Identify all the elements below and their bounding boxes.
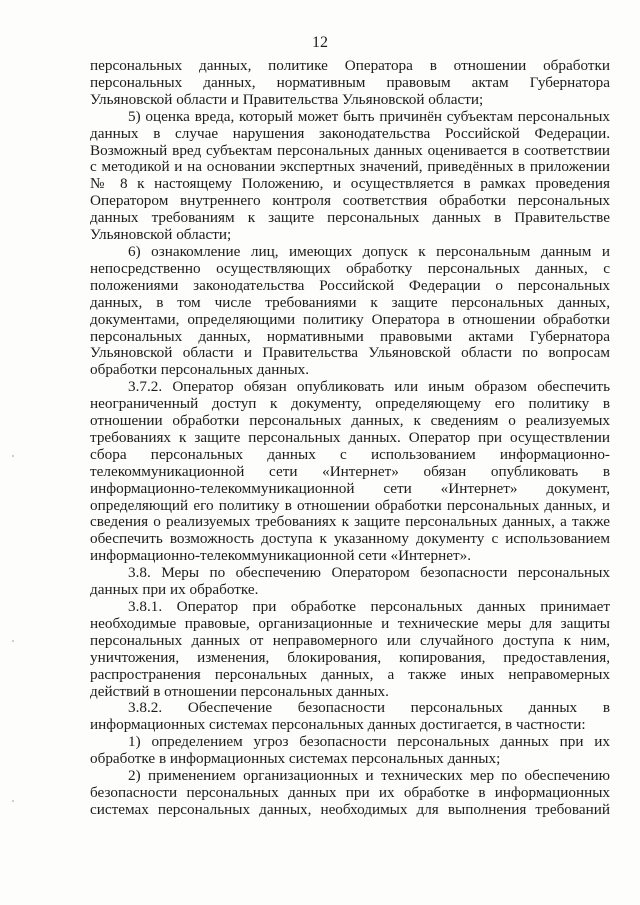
scan-speck <box>12 800 14 802</box>
paragraph-3-8: 3.8. Меры по обеспечению Оператором безопасности персональных данных при их обработке. <box>90 564 610 599</box>
paragraph-3-7-2: 3.7.2. Оператор обязан опубликовать или иным образом обеспечить неограниченный доступ к документу, определяющему его политику в отношении обработки персональных данных, к сведениям о реализуемых требованиях к защите персональных данных. Оператор при осуществлении сбора персональных данных с использованием информационно-телекоммуникационной сети «Интернет» обязан опубликовать в информационно-телекоммуникационной сети «Интернет» документ, определяющий его политику в отношении обработки персональных данных, и сведения о реализуемых требованиях к защите персональных данных, а также обеспечить возможность доступа к указанному документу с использованием информационно-телекоммуникационной сети «Интернет». <box>90 378 610 565</box>
paragraph-continuation: персональных данных, политике Оператора в отношении обработки персональных данных, нормативным правовым актам Губернатора Ульяновской области и Правительства Ульяновской области; <box>90 57 610 108</box>
paragraph-item-5: 5) оценка вреда, который может быть причинён субъектам персональных данных в случае нарушения законодательства Российской Федерации. Возможный вред субъектам персональных данных оценивается в соответствии с методикой и на основании экспертных значений, приведённых в приложении № 8 к настоящему Положению, и осуществляется в рамках проведения Оператором внутреннего контроля соответствия обработки персональных данных требованиям к защите персональных данных в Правительстве Ульяновской области; <box>90 107 610 244</box>
paragraph-3-8-1: 3.8.1. Оператор при обработке персональных данных принимает необходимые правовые, организационные и технические меры для защиты персональных данных от неправомерного или случайного доступа к ним, уничтожения, изменения, блокирования, копирования, предоставления, распространения персональных данных, а также иных неправомерных действий в отношении персональных данных. <box>90 598 610 700</box>
paragraph-list-item-1: 1) определением угроз безопасности персональных данных при их обработке в информационных системах персональных данных; <box>90 733 610 768</box>
page-number: 12 <box>312 34 328 51</box>
document-body <box>90 58 610 819</box>
paragraph-list-item-2: 2) применением организационных и технических мер по обеспечению безопасности персональных данных при их обработке в информационных системах персональных данных, необходимых для выполнения требований <box>90 767 610 818</box>
scan-speck <box>12 455 14 457</box>
scan-speck <box>12 640 14 642</box>
paragraph-3-8-2: 3.8.2. Обеспечение безопасности персональных данных в информационных системах персональных данных достигается, в частности: <box>90 699 610 734</box>
paragraph-item-6: 6) ознакомление лиц, имеющих допуск к персональным данным и непосредственно осуществляющих обработку персональных данных, с положениями законодательства Российской Федерации о персональных данных, в том числе требованиями к защите персональных данных, документами, определяющими политику Оператора в отношении обработки персональных данных, нормативными правовыми актами Губернатора Ульяновской области и Правительства Ульяновской области по вопросам обработки персональных данных. <box>90 242 610 379</box>
